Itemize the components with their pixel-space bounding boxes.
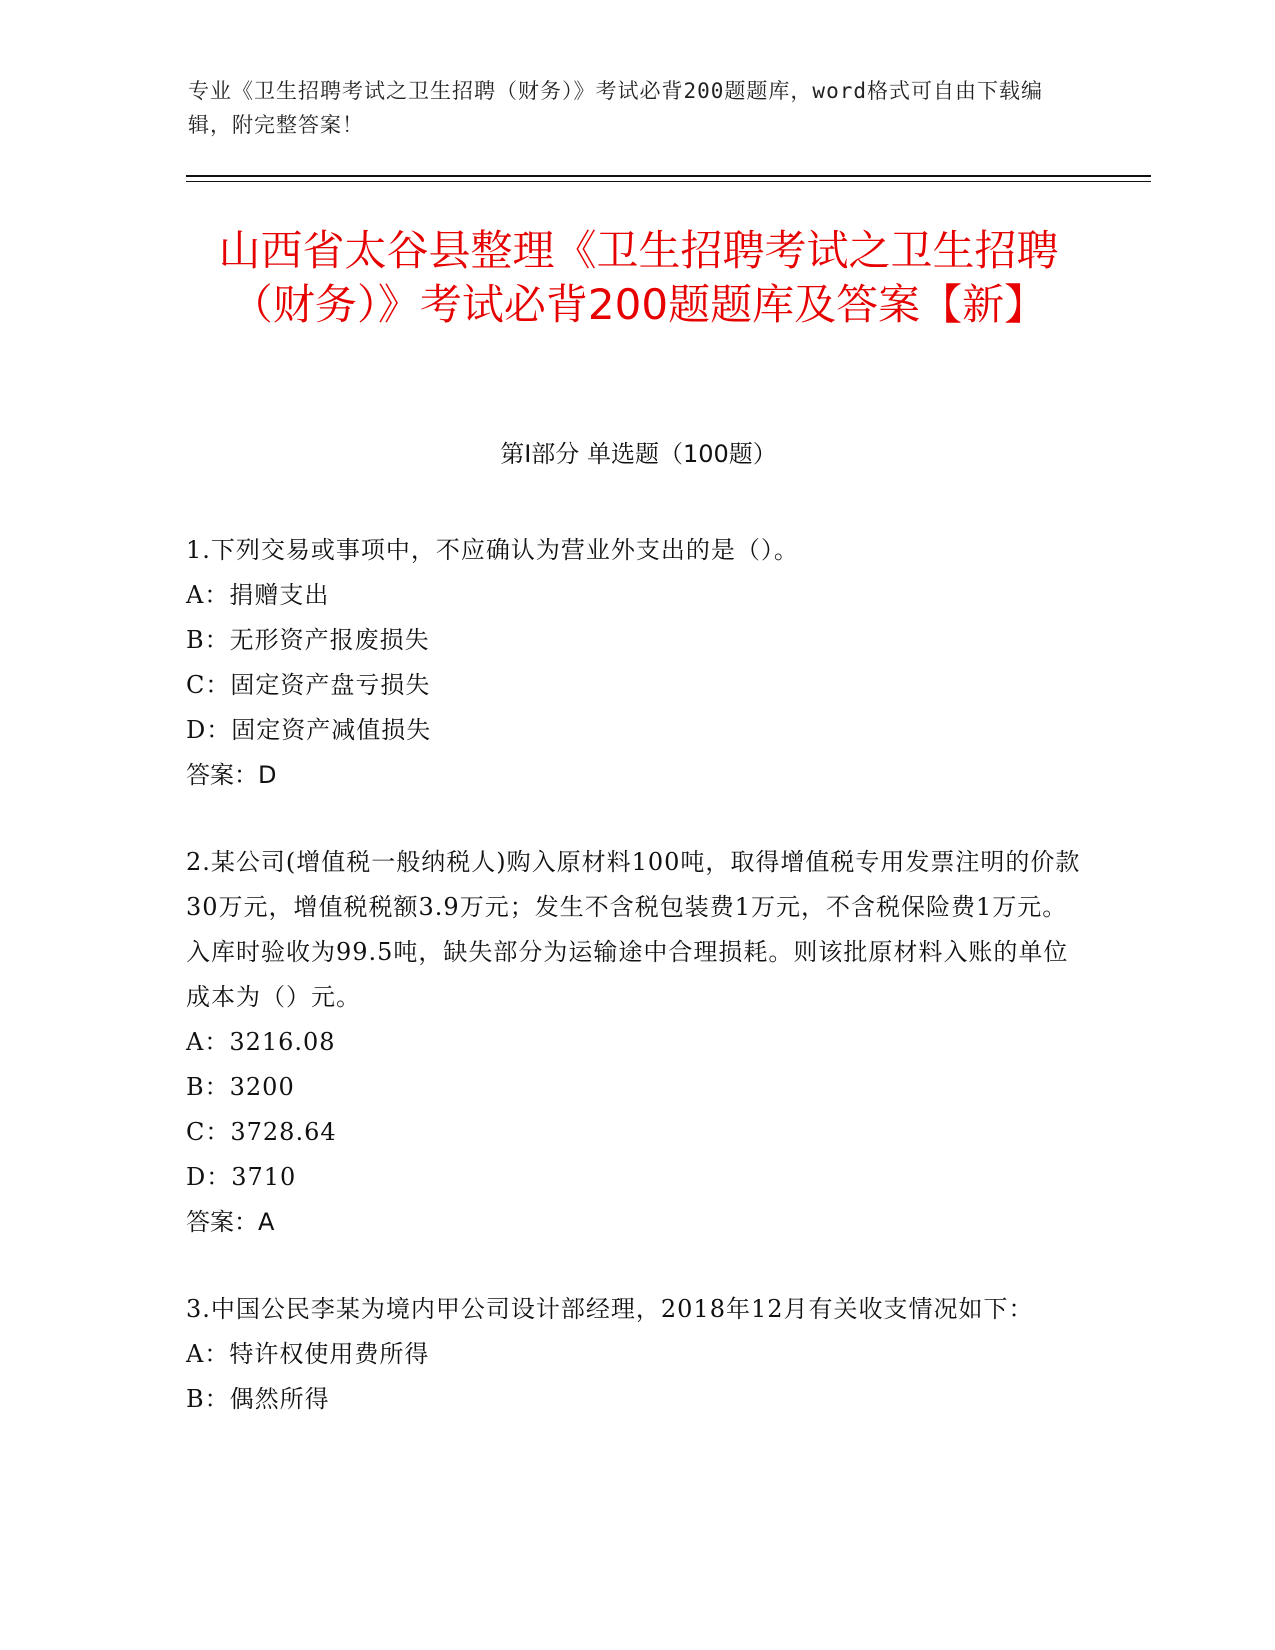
option-a: A：特许权使用费所得 bbox=[186, 1340, 430, 1368]
answer-text: 答案：A bbox=[186, 1208, 275, 1236]
option-d: D：固定资产减值损失 bbox=[186, 716, 432, 744]
question-list bbox=[186, 528, 1091, 1464]
header-note: 专业《卫生招聘考试之卫生招聘（财务）》考试必背200题题库，word格式可自由下载编辑，附完整答案！ bbox=[188, 79, 1043, 137]
question-stem: 3.中国公民李某为境内甲公司设计部经理，2018年12月有关收支情况如下： bbox=[186, 1295, 1034, 1323]
option-b: B：偶然所得 bbox=[186, 1385, 330, 1413]
question-1 bbox=[186, 528, 1091, 798]
header-divider-thin bbox=[186, 181, 1151, 182]
option-a: A：3216.08 bbox=[186, 1028, 336, 1056]
question-stem: 1.下列交易或事项中，不应确认为营业外支出的是（）。 bbox=[186, 536, 799, 564]
question-2 bbox=[186, 840, 1091, 1245]
question-3 bbox=[186, 1287, 1091, 1422]
answer-text: 答案：D bbox=[186, 761, 277, 789]
document-title: 山西省太谷县整理《卫生招聘考试之卫生招聘（财务）》考试必背200题题库及答案【新】 bbox=[218, 226, 1059, 329]
option-c: C：固定资产盘亏损失 bbox=[186, 671, 431, 699]
option-a: A：捐赠支出 bbox=[186, 581, 330, 609]
option-d: D：3710 bbox=[186, 1163, 297, 1191]
section-heading: 第Ⅰ部分 单选题（100题） bbox=[500, 440, 777, 468]
header-divider-thick bbox=[186, 175, 1151, 177]
question-stem: 2.某公司(增值税一般纳税人)购入原材料100吨，取得增值税专用发票注明的价款30万元，增值税税额3.9万元；发生不含税包装费1万元，不含税保险费1万元。入库时验收为99.5吨，缺失部分为运输途中合理损耗。则该批原材料入账的单位成本为（）元。 bbox=[186, 848, 1081, 1011]
option-b: B：3200 bbox=[186, 1073, 295, 1101]
option-b: B：无形资产报废损失 bbox=[186, 626, 430, 654]
option-c: C：3728.64 bbox=[186, 1118, 337, 1146]
